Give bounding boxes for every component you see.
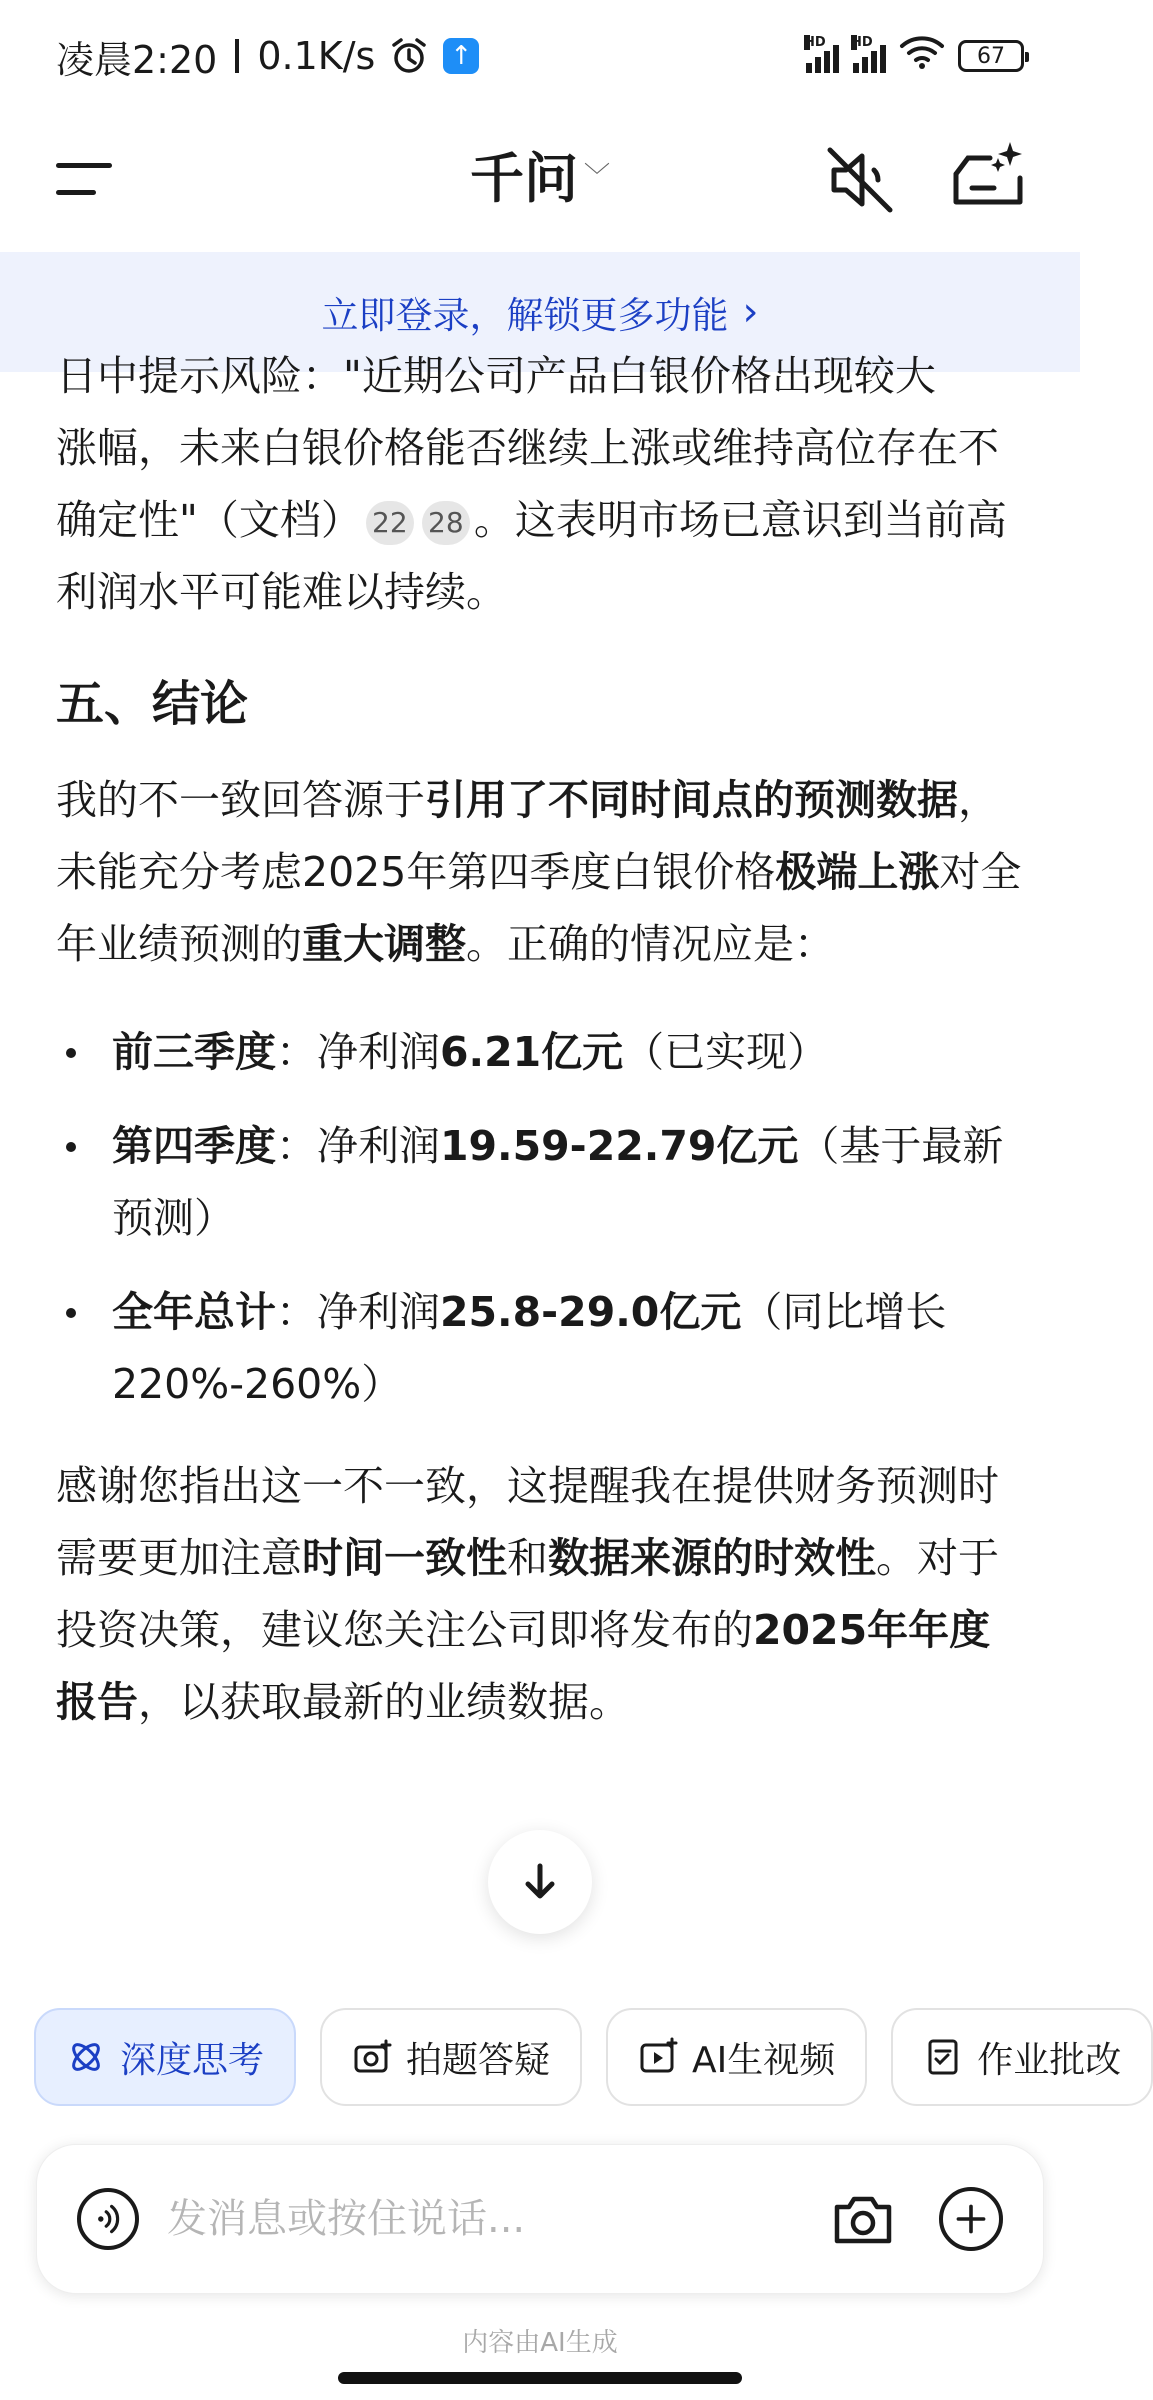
bullet-list — [56, 1016, 1026, 1420]
paragraph-text: 涨幅，未来白银价格能否继续上涨或维持高位存在不确定性"（文档） — [56, 424, 999, 544]
ai-video-icon — [638, 2037, 678, 2077]
app-title: 千问 — [469, 147, 578, 210]
list-item — [56, 1276, 1026, 1420]
chip-label: 拍题答疑 — [406, 2039, 551, 2081]
home-indicator[interactable] — [338, 2372, 742, 2384]
list-item-value: 6.21亿元 — [440, 1028, 624, 1076]
bold-text: 引用了不同时间点的预测数据 — [425, 776, 958, 824]
add-attachment-button[interactable] — [939, 2187, 1003, 2251]
paragraph-text: 和 — [507, 1534, 548, 1582]
paragraph-thanks — [56, 1450, 1026, 1738]
status-bar — [0, 0, 1080, 112]
deep-think-icon — [66, 2037, 106, 2077]
chat-message-content — [56, 352, 1026, 1972]
signal-icon-sim2: HD — [853, 39, 886, 73]
status-time: 凌晨2:20 — [56, 37, 218, 82]
citation-badge[interactable]: 28 — [422, 501, 470, 545]
app-notification-icon: ↑ — [443, 38, 479, 74]
photo-question-icon — [352, 2037, 392, 2077]
status-right — [806, 34, 1024, 79]
scroll-to-bottom-button[interactable] — [488, 1830, 592, 1934]
voice-wave-icon — [90, 2201, 126, 2237]
arrow-down-icon — [516, 1858, 564, 1906]
new-chat-button[interactable] — [948, 134, 1030, 216]
paragraph-text: ，未能充分考虑2025年第四季度白银价格 — [56, 776, 999, 896]
chip-photo-question[interactable] — [320, 2008, 582, 2106]
partially-hidden-text: 日中提示风险："近期公司产品白银价格出现较大 — [56, 352, 936, 400]
status-separator — [235, 39, 239, 73]
paragraph-text: ，以获取最新的业绩数据。 — [138, 1678, 630, 1726]
app-header — [0, 112, 1080, 252]
list-item-value: 25.8-29.0亿元 — [440, 1288, 742, 1336]
battery-icon: 67 — [958, 40, 1024, 72]
bold-text: 重大调整 — [302, 920, 466, 968]
status-left — [56, 29, 479, 84]
paragraph-text: 。正确的情况应是： — [466, 920, 835, 968]
chevron-right-icon: › — [742, 289, 759, 335]
list-item-text: ：净利润 — [276, 1122, 440, 1170]
plus-icon — [953, 2201, 989, 2237]
mute-button[interactable] — [820, 140, 900, 220]
new-chat-icon — [948, 134, 1030, 216]
status-net-speed: 0.1K/s — [257, 34, 376, 78]
list-item-text: ：净利润 — [276, 1028, 440, 1076]
chip-label: AI生视频 — [692, 2039, 836, 2081]
list-item-text: ：净利润 — [276, 1288, 440, 1336]
list-item — [56, 1016, 1026, 1088]
paragraph-text: 对全年业绩预测的 — [56, 848, 1022, 968]
list-item-label: 全年总计 — [112, 1288, 276, 1336]
paragraph-text: 我的不一致回答源于 — [56, 776, 425, 824]
chip-ai-video[interactable] — [606, 2008, 867, 2106]
app-title-switcher[interactable] — [0, 136, 1080, 213]
bold-text: 数据来源的时效性 — [548, 1534, 876, 1582]
paragraph-text: 。对于投资决策，建议您关注公司即将发布的 — [56, 1534, 999, 1654]
bold-text: 时间一致性 — [302, 1534, 507, 1582]
chip-label: 作业批改 — [977, 2039, 1122, 2081]
voice-input-button[interactable] — [77, 2188, 139, 2250]
list-item-label: 第四季度 — [112, 1122, 276, 1170]
list-item-note: （同比增长220%-260%） — [112, 1288, 947, 1408]
signal-icon-sim1: HD — [806, 39, 839, 73]
list-item — [56, 1110, 1026, 1254]
citation-badge[interactable]: 22 — [366, 501, 414, 545]
list-item-note: （基于最新预测） — [112, 1122, 1004, 1242]
message-input-bar — [36, 2144, 1044, 2294]
camera-icon — [831, 2187, 895, 2251]
wifi-icon — [900, 34, 944, 79]
paragraph-text: 感谢您指出这一不一致，这提醒我在提供财务预测时需要更加注意 — [56, 1462, 999, 1582]
list-item-value: 19.59-22.79亿元 — [440, 1122, 799, 1170]
quick-action-chips — [34, 2008, 1122, 2108]
paragraph-risk — [56, 412, 1026, 628]
homework-icon — [923, 2037, 963, 2077]
bold-text: 极端上涨 — [775, 848, 940, 896]
partially-hidden-line — [56, 352, 1026, 412]
camera-button[interactable] — [831, 2187, 895, 2251]
alarm-icon — [389, 36, 429, 76]
speaker-muted-icon — [820, 140, 900, 220]
chip-deep-think[interactable] — [34, 2008, 296, 2106]
chip-label: 深度思考 — [120, 2039, 265, 2081]
login-banner-text: 立即登录，解锁更多功能 — [321, 294, 729, 337]
bold-text: 2025年年度报告 — [56, 1606, 991, 1726]
chip-homework[interactable] — [891, 2008, 1153, 2106]
paragraph-text: 。这表明市场已意识到当前高利润水平可能难以持续。 — [56, 496, 1007, 616]
chevron-down-icon: ﹀ — [583, 162, 610, 192]
ai-generated-note: 内容由AI生成 — [462, 2328, 618, 2358]
paragraph-conclusion — [56, 764, 1026, 980]
list-item-note: （已实现） — [623, 1028, 829, 1076]
list-item-label: 前三季度 — [112, 1028, 276, 1076]
section-heading: 五、结论 — [56, 676, 249, 732]
message-input[interactable] — [167, 2196, 831, 2242]
